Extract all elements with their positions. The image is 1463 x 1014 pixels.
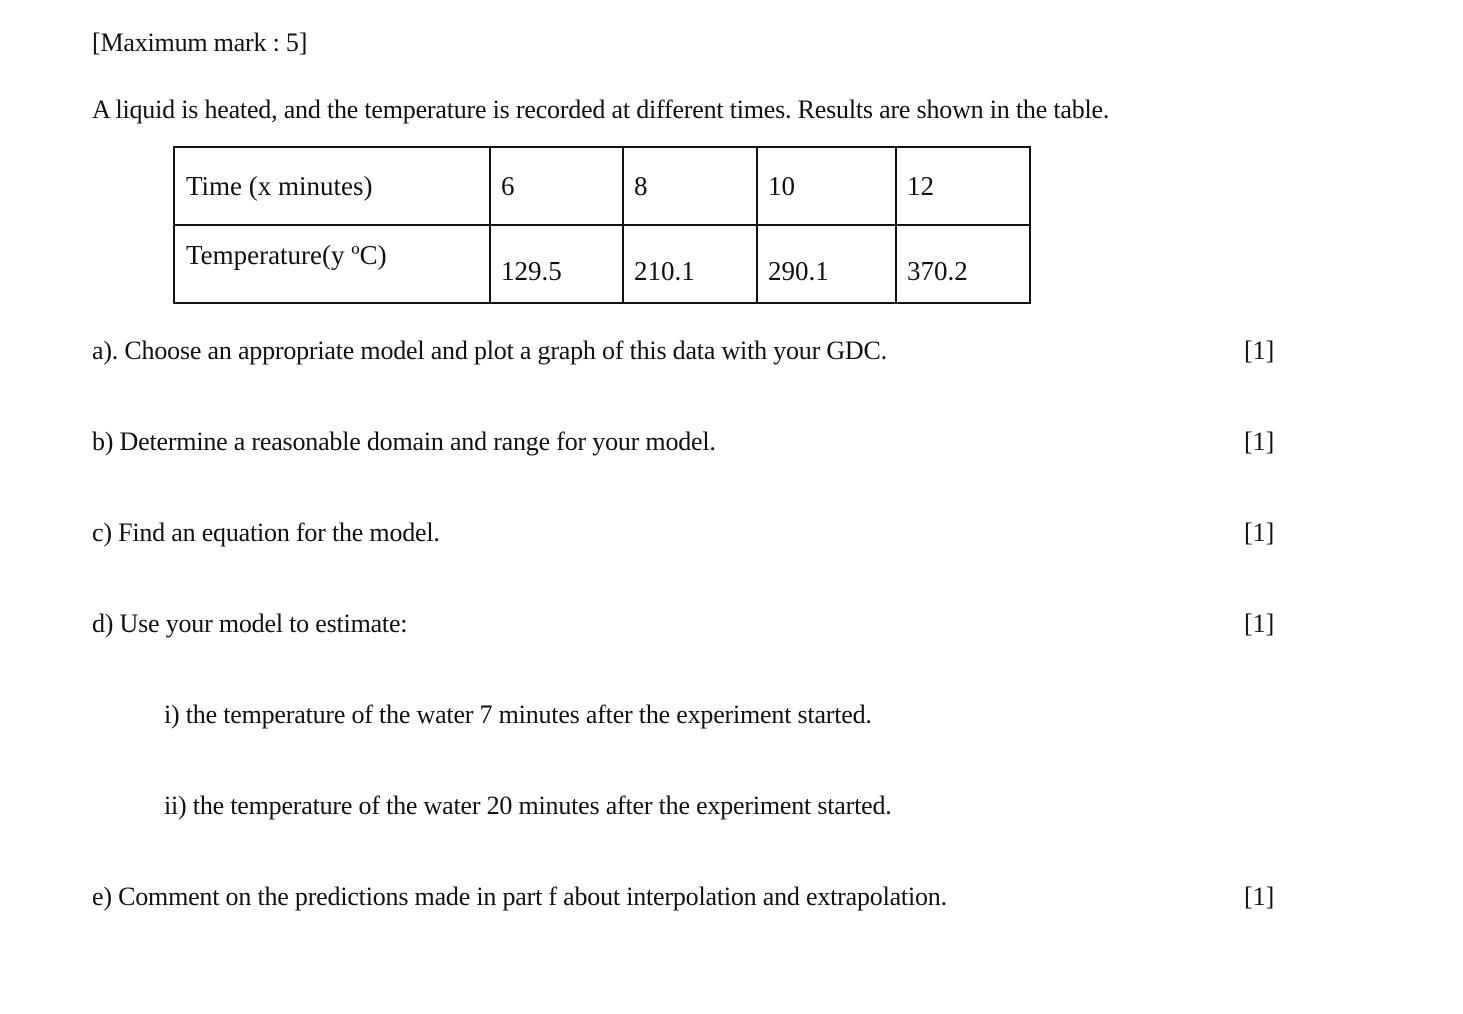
mark-d: [1] [1244, 609, 1275, 638]
row-label-time: Time (x minutes) [174, 147, 490, 225]
temperature-cell: 370.2 [896, 225, 1030, 303]
question-d-ii: ii) the temperature of the water 20 minutes after the experiment started. [164, 791, 892, 820]
question-a: a). Choose an appropriate model and plot a graph of this data with your GDC. [92, 336, 887, 365]
mark-b: [1] [1244, 427, 1275, 456]
mark-a: [1] [1244, 336, 1275, 365]
intro-text: A liquid is heated, and the temperature is recorded at different times. Results are shown in the table. [92, 95, 1110, 124]
question-b: b) Determine a reasonable domain and range for your model. [92, 427, 716, 456]
table-row-time [174, 147, 1030, 225]
time-cell: 8 [623, 147, 757, 225]
question-e: e) Comment on the predictions made in part f about interpolation and extrapolation. [92, 882, 947, 911]
max-mark: [Maximum mark : 5] [92, 28, 308, 57]
time-cell: 6 [490, 147, 623, 225]
temperature-cell: 210.1 [623, 225, 757, 303]
question-d-i: i) the temperature of the water 7 minutes after the experiment started. [164, 700, 872, 729]
table-row-temperature [174, 225, 1030, 303]
time-cell: 10 [757, 147, 896, 225]
temperature-cell: 290.1 [757, 225, 896, 303]
time-cell: 12 [896, 147, 1030, 225]
question-d: d) Use your model to estimate: [92, 609, 408, 638]
mark-c: [1] [1244, 518, 1275, 547]
data-table [173, 146, 1031, 304]
row-label-temperature: Temperature(y ºC) [174, 225, 490, 303]
question-c: c) Find an equation for the model. [92, 518, 440, 547]
mark-e: [1] [1244, 882, 1275, 911]
temperature-cell: 129.5 [490, 225, 623, 303]
